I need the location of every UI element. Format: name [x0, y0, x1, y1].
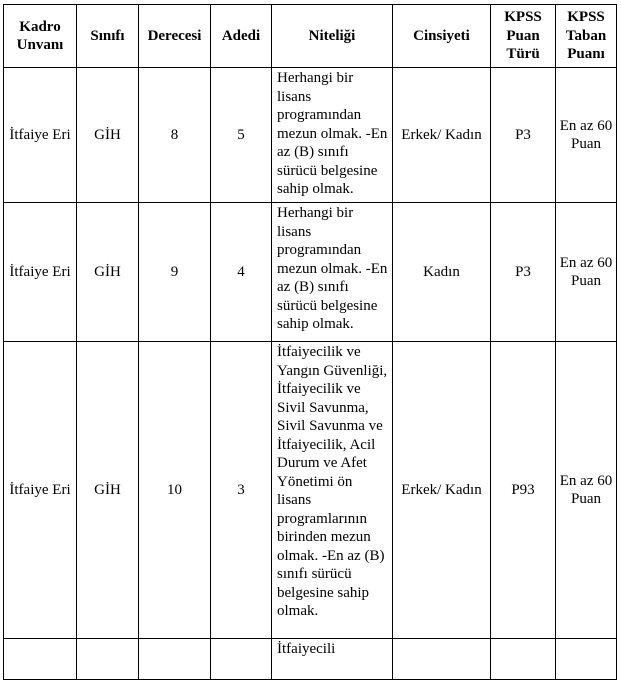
cell-nitelik: [272, 639, 393, 680]
table-row: [4, 68, 617, 203]
cell-kadro: [4, 639, 77, 680]
cell-puan-turu: P3: [491, 68, 556, 203]
cell-puan-turu: P93: [491, 342, 556, 639]
cell-kadro: İtfaiye Eri: [4, 68, 77, 203]
cell-sinif: [77, 639, 139, 680]
table-row: [4, 342, 617, 639]
cell-puan-turu: P3: [491, 203, 556, 342]
header-cinsiyeti: Cinsiyeti: [393, 5, 491, 68]
cell-derece: [139, 639, 211, 680]
cell-sinif: GİH: [77, 342, 139, 639]
table-row: [4, 639, 617, 680]
nitelik-text: Herhangi bir lisans programından mezun olmak. -En az (B) sınıfı sürücü belgesine sahip olmak.: [277, 205, 388, 332]
header-kpss-taban-puani: KPSS Taban Puanı: [556, 5, 617, 68]
cell-cinsiyet: Kadın: [393, 203, 491, 342]
header-kadro-unvani: Kadro Unvanı: [4, 5, 77, 68]
cell-adet: 3: [211, 342, 272, 639]
cell-adet: 5: [211, 68, 272, 203]
cell-nitelik: [272, 68, 393, 203]
header-adedi: Adedi: [211, 5, 272, 68]
cell-derece: 10: [139, 342, 211, 639]
cell-sinif: GİH: [77, 203, 139, 342]
header-derecesi: Derecesi: [139, 5, 211, 68]
cell-cinsiyet: [393, 639, 491, 680]
cell-derece: 9: [139, 203, 211, 342]
cell-derece: 8: [139, 68, 211, 203]
table-header-row: [4, 5, 617, 68]
table-row: [4, 203, 617, 342]
cell-taban-puan: En az 60 Puan: [556, 342, 617, 639]
header-kpss-puan-turu: KPSS Puan Türü: [491, 5, 556, 68]
cell-taban-puan: En az 60 Puan: [556, 203, 617, 342]
nitelik-text: İtfaiyecilik ve Yangın Güvenliği, İtfaiyecilik ve Sivil Savunma, Sivil Savunma ve İtfaiyecilik, Acil Durum ve Afet Yönetimi ön lisans programlarının birinden mezun olmak. -En az (B) sınıfı sürücü belgesine sahip olmak.: [277, 344, 388, 619]
nitelik-text: İtfaiyecili: [277, 641, 336, 657]
kadro-table: [3, 4, 617, 680]
cell-adet: 4: [211, 203, 272, 342]
cell-taban-puan: [556, 639, 617, 680]
cell-sinif: GİH: [77, 68, 139, 203]
header-niteligi: Niteliği: [272, 5, 393, 68]
cell-puan-turu: [491, 639, 556, 680]
nitelik-text: Herhangi bir lisans programından mezun olmak. -En az (B) sınıfı sürücü belgesine sahip olmak.: [277, 70, 388, 197]
cell-cinsiyet: Erkek/ Kadın: [393, 68, 491, 203]
cell-nitelik: [272, 203, 393, 342]
cell-kadro: İtfaiye Eri: [4, 342, 77, 639]
cell-adet: [211, 639, 272, 680]
cell-cinsiyet: Erkek/ Kadın: [393, 342, 491, 639]
header-sinifi: Sınıfı: [77, 5, 139, 68]
cell-kadro: İtfaiye Eri: [4, 203, 77, 342]
cell-nitelik: [272, 342, 393, 639]
cell-taban-puan: En az 60 Puan: [556, 68, 617, 203]
